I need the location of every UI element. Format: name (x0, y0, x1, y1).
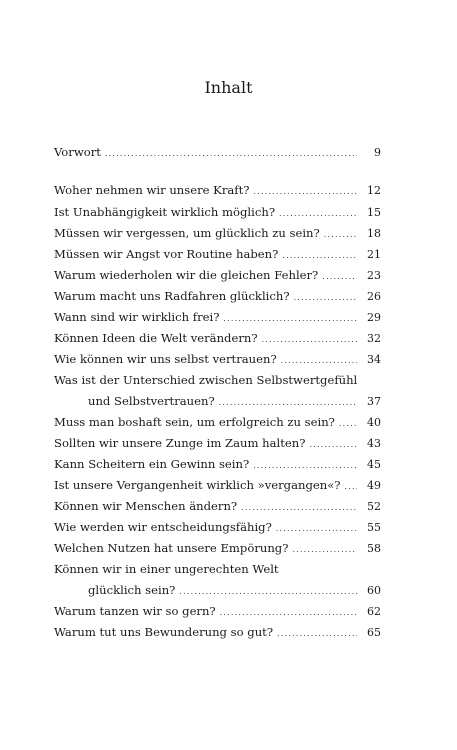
toc-entry-title: Muss man boshaft sein, um erfolgreich zu sein? (54, 415, 335, 429)
toc-entry (54, 288, 381, 306)
dot-leader (277, 626, 357, 642)
toc-entry (54, 477, 381, 495)
dot-leader (276, 521, 357, 537)
toc-entry-title: Müssen wir Angst vor Routine haben? (54, 247, 279, 261)
toc-entry-title: Können wir in einer ungerechten Welt (54, 562, 279, 576)
toc-entry (54, 351, 381, 369)
toc-entry-title: Ist unsere Vergangenheit wirklich »vergangen«? (54, 478, 341, 492)
toc-entry-page: 34 (367, 353, 381, 366)
toc-entry-page: 23 (367, 269, 381, 282)
dot-leader (253, 458, 357, 474)
toc-entry-title: Was ist der Unterschied zwischen Selbstwertgefühl (54, 373, 358, 387)
toc-entry-title-continued: glücklich sein? (88, 583, 176, 597)
toc-entry-page: 9 (374, 146, 381, 159)
toc-entry-page: 40 (367, 416, 381, 429)
toc-entry-page: 49 (367, 479, 381, 492)
toc-entry (54, 225, 381, 243)
dot-leader (345, 479, 357, 495)
toc-entry (54, 540, 381, 558)
toc-entry-title: Wie werden wir entscheidungsfähig? (54, 520, 272, 534)
toc-entry (88, 393, 381, 411)
toc-entry-title: Ist Unabhängigkeit wirklich möglich? (54, 205, 276, 219)
toc-entry-title: Wann sind wir wirklich frei? (54, 310, 220, 324)
toc-entry-title: Wie können wir uns selbst vertrauen? (54, 352, 277, 366)
toc-entry-page: 52 (367, 500, 381, 513)
dot-leader (241, 500, 357, 516)
toc-entry-title: Welchen Nutzen hat unsere Empörung? (54, 541, 289, 555)
dot-leader (253, 184, 357, 200)
toc-entry-title: Woher nehmen wir unsere Kraft? (54, 183, 250, 197)
dot-leader (262, 332, 357, 348)
toc-entry-page: 58 (367, 542, 381, 555)
toc-entry (54, 330, 381, 348)
toc-entry-page: 62 (367, 605, 381, 618)
toc-entry (54, 144, 381, 162)
toc-entry-page: 37 (367, 395, 381, 408)
toc-entry (54, 456, 381, 474)
dot-leader (324, 227, 357, 243)
toc-entry (54, 624, 381, 642)
toc-entry (54, 414, 381, 432)
toc-entry-page: 45 (367, 458, 381, 471)
dot-leader (282, 248, 357, 264)
toc-entry-title: Kann Scheitern ein Gewinn sein? (54, 457, 250, 471)
toc-entry-page: 21 (367, 248, 381, 261)
dot-leader (220, 605, 357, 621)
toc-entry-title-continued: und Selbstvertrauen? (88, 394, 215, 408)
toc-entry-title: Sollten wir unsere Zunge im Zaum halten? (54, 436, 306, 450)
toc-entry (54, 498, 381, 516)
dot-leader (309, 437, 357, 453)
toc-entry (54, 435, 381, 453)
toc-entry-title: Warum wiederholen wir die gleichen Fehler? (54, 268, 319, 282)
toc-entry (54, 246, 381, 264)
toc-entry (54, 309, 381, 327)
toc-entry-page: 55 (367, 521, 381, 534)
dot-leader (322, 269, 357, 285)
dot-leader (292, 542, 357, 558)
toc-entry (54, 603, 381, 621)
dot-leader (294, 290, 357, 306)
dot-leader (179, 584, 357, 600)
toc-entry (54, 182, 381, 200)
toc-entry-title: Vorwort (54, 145, 101, 159)
dot-leader (219, 395, 357, 411)
toc-entry-title: Warum macht uns Radfahren glücklich? (54, 289, 290, 303)
toc-entry (54, 204, 381, 222)
toc-entry-title: Können Ideen die Welt verändern? (54, 331, 258, 345)
toc-entry-title: Müssen wir vergessen, um glücklich zu sein? (54, 226, 320, 240)
toc-entry-title: Können wir Menschen ändern? (54, 499, 238, 513)
dot-leader (223, 311, 357, 327)
toc-entry (54, 519, 381, 537)
toc-entry (88, 582, 381, 600)
dot-leader (281, 353, 357, 369)
toc-entry-page: 65 (367, 626, 381, 639)
dot-leader (105, 146, 357, 162)
dot-leader (339, 416, 357, 432)
toc-entry-page: 32 (367, 332, 381, 345)
toc-entry-title: Warum tanzen wir so gern? (54, 604, 216, 618)
toc-entry-page: 12 (367, 184, 381, 197)
toc-entry-page: 15 (367, 206, 381, 219)
toc-entry-page: 26 (367, 290, 381, 303)
toc-entry-page: 60 (367, 584, 381, 597)
toc-entry (54, 267, 381, 285)
toc-entry-page: 29 (367, 311, 381, 324)
toc-entry-page: 18 (367, 227, 381, 240)
page-title: Inhalt (204, 78, 253, 97)
toc-entry-title: Warum tut uns Bewunderung so gut? (54, 625, 274, 639)
dot-leader (279, 206, 357, 222)
toc-entry-page: 43 (367, 437, 381, 450)
